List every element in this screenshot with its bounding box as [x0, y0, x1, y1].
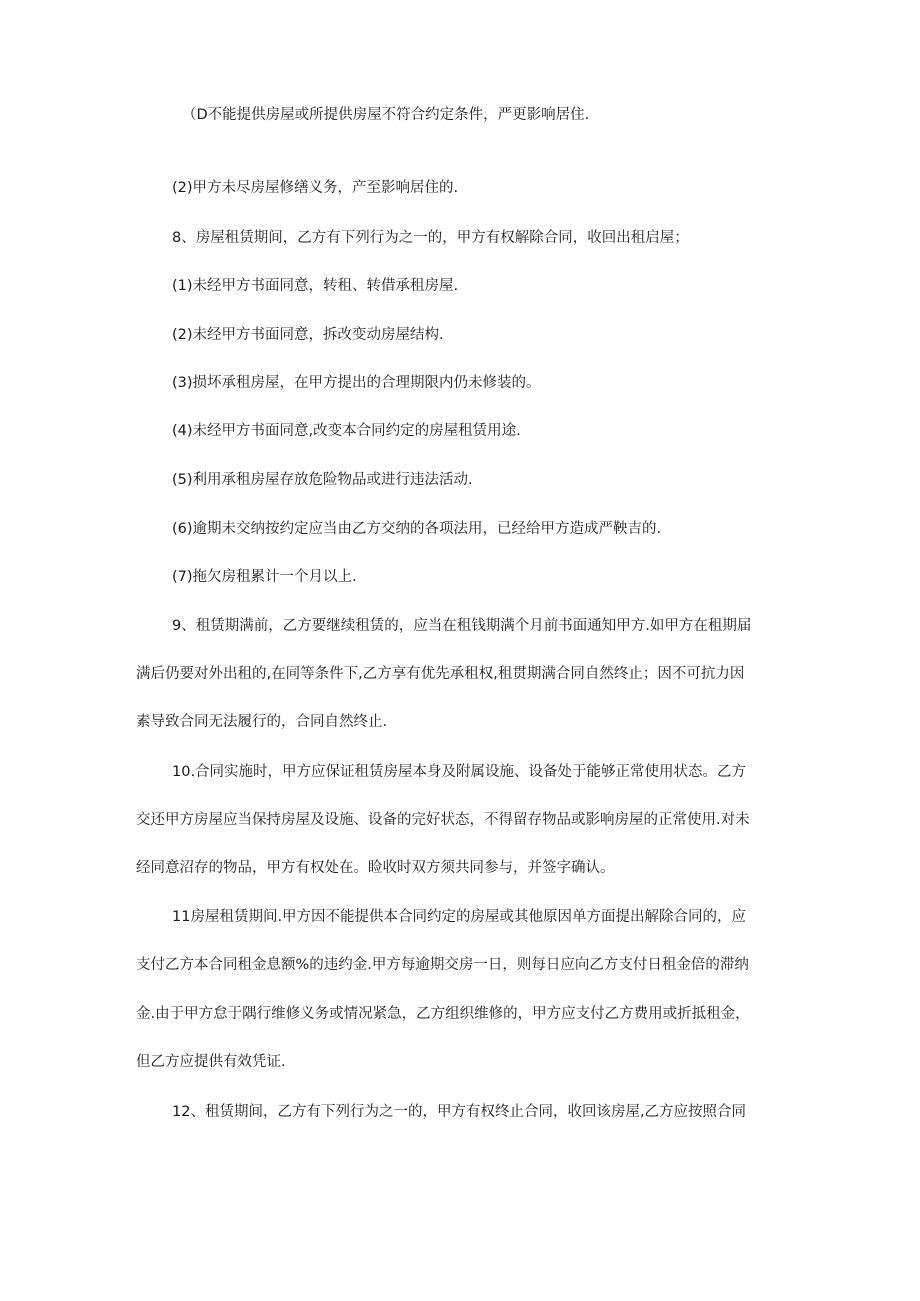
text-line: (5)利用承租房屋存放危险物品或进行违法活动. — [172, 472, 473, 488]
text-line: 10.合同实施时，甲方应保证租赁房屋本身及附属设施、设备处于能够正常使用状态。乙方 — [172, 764, 747, 780]
text-line: (1)未经甲方书面同意，转租、转借承租房屋. — [172, 278, 459, 294]
text-line: 8、房屋租赁期间，乙方有下列行为之一的，甲方有权解除合同，收回出租启屋； — [172, 230, 689, 246]
text-line: 金.由于甲方怠于隅行维修义务或情况紧急，乙方组织维修的，甲方应支付乙方费用或折抵租金， — [136, 1006, 750, 1022]
text-line: 满后仍要对外出租的,在同等条件下,乙方享有优先承租权,租贯期满合同自然终止；因不可抗力因 — [136, 666, 745, 682]
text-line: 经同意沼存的物品，甲方有权处在。睑收时双方须共同参与，并签字确认。 — [136, 860, 615, 876]
text-line: 支付乙方本合同租金息额%的违约金.甲方每逾期交房一日，则每日应向乙方支付日租金倍的滞纳 — [136, 957, 749, 973]
text-line: 9、租赁期满前，乙方要继续租赁的，应当在租钱期满个月前书面通知甲方.如甲方在租期届 — [172, 618, 752, 634]
text-line: (7)拖欠房租累计一个月以上. — [172, 569, 357, 585]
text-line: 11房屋租赁期间.甲方因不能提供本合同约定的房屋或其他原因单方面提出解除合同的，应 — [172, 909, 747, 925]
text-line: (3)损坏承租房屋，在甲方提出的合理期限内仍未修装的。 — [172, 375, 541, 391]
text-line: (6)逾期未交纳按约定应当由乙方交纳的各项法用，已经给甲方造成严鞅吉的. — [172, 521, 662, 537]
text-line: 素导致合同无法履行的，合同自然终止. — [136, 714, 388, 730]
text-line: (4)未经甲方书面同意,改变本合同约定的房屋租赁用途. — [172, 423, 521, 439]
text-line: 交还甲方房屋应当保持房屋及设施、设备的完好状态，不得留存物品或影响房屋的正常使用.对未 — [136, 812, 750, 828]
text-line: 但乙方应提供有效凭证. — [136, 1054, 286, 1070]
text-line: (2)甲方未尽房屋修缮义务，产至影响居住的. — [172, 180, 459, 196]
text-line: (2)未经甲方书面同意，拆改变动房屋结构. — [172, 327, 444, 343]
text-line: 12、租赁期间，乙方有下列行为之一的，甲方有权终止合同，收回该房屋,乙方应按照合同 — [172, 1104, 747, 1120]
text-line: （D不能提供房屋或所提供房屋不符合约定条件，严更影响居住. — [182, 107, 590, 123]
